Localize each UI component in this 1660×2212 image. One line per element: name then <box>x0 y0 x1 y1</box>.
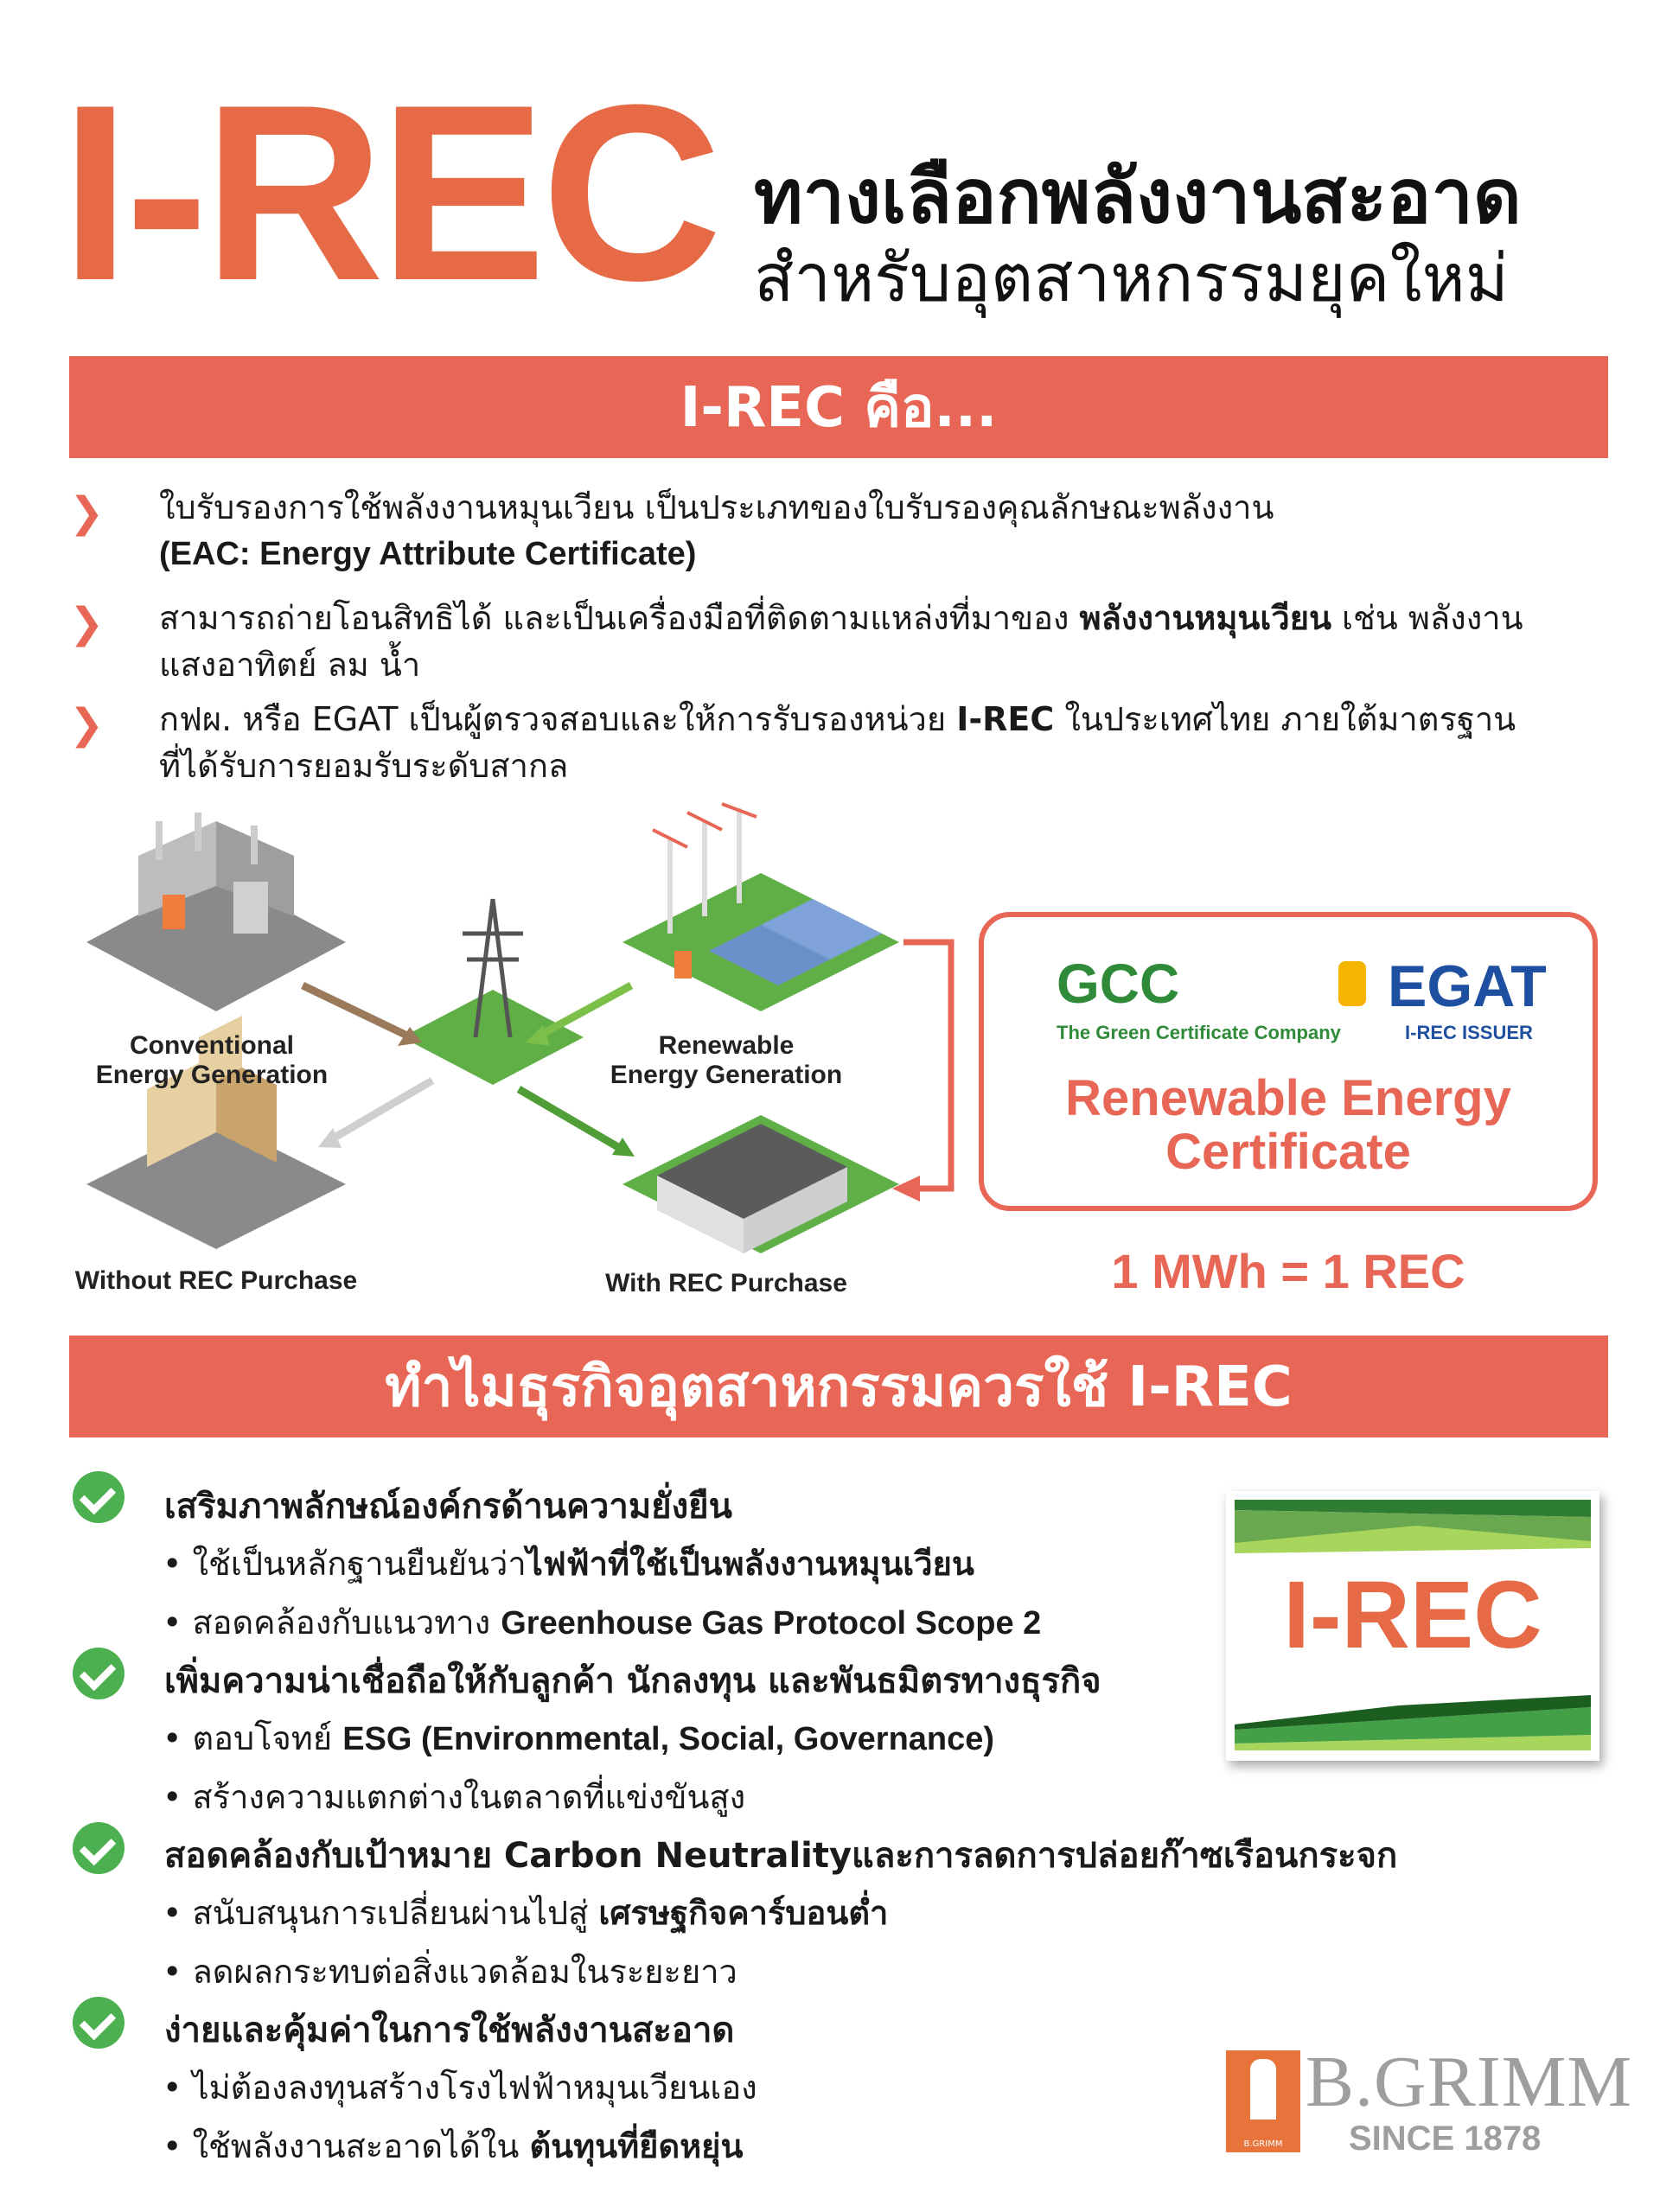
gcc-name: The Green Certificate Company <box>1057 1022 1341 1043</box>
reasons-banner: ทำไมธุรกิจอุตสาหกรรมควรใช้ I-REC <box>69 1335 1608 1437</box>
reason-bullet: • ใช้เป็นหลักฐานยืนยันว่าไฟฟ้าที่ใช้เป็นพลังงานหมุนเวียน <box>163 1545 974 1583</box>
reason-bullet: • ไม่ต้องลงทุนสร้างโรงไฟฟ้าหมุนเวียนเอง <box>163 2069 757 2107</box>
reason-bullet: • ตอบโจทย์ ESG (Environmental, Social, Governance) <box>163 1719 995 1757</box>
subtitle-line-1: ทางเลือกพลังงานสะอาด <box>754 154 1522 240</box>
reason-heading: ง่ายและคุ้มค่าในการใช้พลังงานสะอาด <box>164 2011 735 2050</box>
definition-text: เช่น พลังงาน <box>1331 599 1523 637</box>
check-circle-icon <box>73 1822 124 1874</box>
arrow-icon <box>536 985 631 1037</box>
definition-bold: (EAC: Energy Attribute Certificate) <box>159 536 697 572</box>
definition-item <box>69 484 1608 579</box>
svg-text:GCC: GCC <box>1057 953 1180 1015</box>
arrow-icon <box>329 1081 432 1141</box>
egat-logo: EGAT <box>1388 953 1547 1019</box>
transmission-tower-icon <box>402 899 584 1085</box>
power-plant-icon <box>86 813 346 1011</box>
certificate-title: Renewable Energy Certificate <box>1065 1070 1511 1180</box>
with-rec-label: With REC Purchase <box>605 1269 847 1297</box>
reason-bullet: • สร้างความแตกต่างในตลาดที่แข่งขันสูง <box>163 1778 746 1816</box>
definition-text: ที่ได้รับการยอมรับระดับสากล <box>159 747 569 785</box>
warehouse-icon <box>622 1115 899 1253</box>
renewable-site-icon <box>622 804 899 1011</box>
bgrimm-since: SINCE 1878 <box>1349 2120 1542 2158</box>
reason-heading: เพิ่มความน่าเชื่อถือให้กับลูกค้า นักลงทุน และพันธมิตรทางธุรกิจ <box>164 1661 1101 1701</box>
arrow-icon <box>519 1089 622 1150</box>
gcc-logo <box>1057 953 1180 1015</box>
chevron-right-icon: ❯ <box>69 599 105 647</box>
renewable-label: Renewable Energy Generation <box>610 1031 843 1089</box>
main-title: I-REC <box>61 53 718 333</box>
mwh-equation: 1 MWh = 1 REC <box>1111 1244 1465 1298</box>
chevron-right-icon: ❯ <box>69 700 105 749</box>
definition-text: สามารถถ่ายโอนสิทธิได้ และเป็นเครื่องมือที่ติดตามแหล่งที่มาของ <box>159 599 1080 637</box>
definition-bold: พลังงานหมุนเวียน <box>1079 599 1331 637</box>
reason-heading: เสริมภาพลักษณ์องค์กรด้านความยั่งยืน <box>164 1487 732 1527</box>
egat-emblem-icon <box>1338 961 1366 1006</box>
bracket-arrow-icon <box>891 934 977 1202</box>
i-rec-card <box>1226 1491 1599 1761</box>
definition-item <box>69 595 1608 690</box>
definition-text: แสงอาทิตย์ ลม น้ำ <box>159 646 421 684</box>
card-label: I-REC <box>1283 1562 1542 1668</box>
arrow-icon <box>303 985 411 1037</box>
definition-bold: I-REC <box>956 700 1055 738</box>
definition-item <box>69 696 1608 791</box>
check-circle-icon <box>73 1997 124 2049</box>
conventional-label: Conventional Energy Generation <box>95 1031 329 1089</box>
reason-bullet: • ใช้พลังงานสะอาดได้ใน ต้นทุนที่ยืดหยุ่น <box>163 2127 744 2165</box>
bgrimm-logo: B.GRIMM <box>1306 2042 1633 2122</box>
reason-heading: สอดคล้องกับเป้าหมาย Carbon Neutralityและการลดการปล่อยก๊าซเรือนกระจก <box>164 1836 1398 1876</box>
chevron-right-icon: ❯ <box>69 488 105 537</box>
without-rec-label: Without REC Purchase <box>74 1266 358 1295</box>
reason-bullet: • ลดผลกระทบต่อสิ่งแวดล้อมในระยะยาว <box>163 1953 737 1991</box>
check-circle-icon <box>73 1648 124 1699</box>
check-circle-icon <box>73 1471 124 1523</box>
definition-text: ในประเทศไทย ภายใต้มาตรฐาน <box>1054 700 1516 738</box>
definition-text: กฟผ. หรือ EGAT เป็นผู้ตรวจสอบและให้การรับรองหน่วย <box>159 700 957 738</box>
egat-subtitle: I-REC ISSUER <box>1405 1022 1533 1043</box>
reason-bullet: • สนับสนุนการเปลี่ยนผ่านไปสู่ เศรษฐกิจคาร์บอนต่ำ <box>163 1894 889 1932</box>
subtitle-line-2: สำหรับอุตสาหกรรมยุคใหม่ <box>754 239 1509 316</box>
bgrimm-seal-icon: B.GRIMM <box>1226 2050 1300 2152</box>
definition-banner: I-REC คือ... <box>69 356 1608 458</box>
reason-bullet: • สอดคล้องกับแนวทาง Greenhouse Gas Protocol Scope 2 <box>163 1603 1042 1641</box>
definition-text: ใบรับรองการใช้พลังงานหมุนเวียน เป็นประเภทของใบรับรองคุณลักษณะพลังงาน <box>159 488 1274 526</box>
